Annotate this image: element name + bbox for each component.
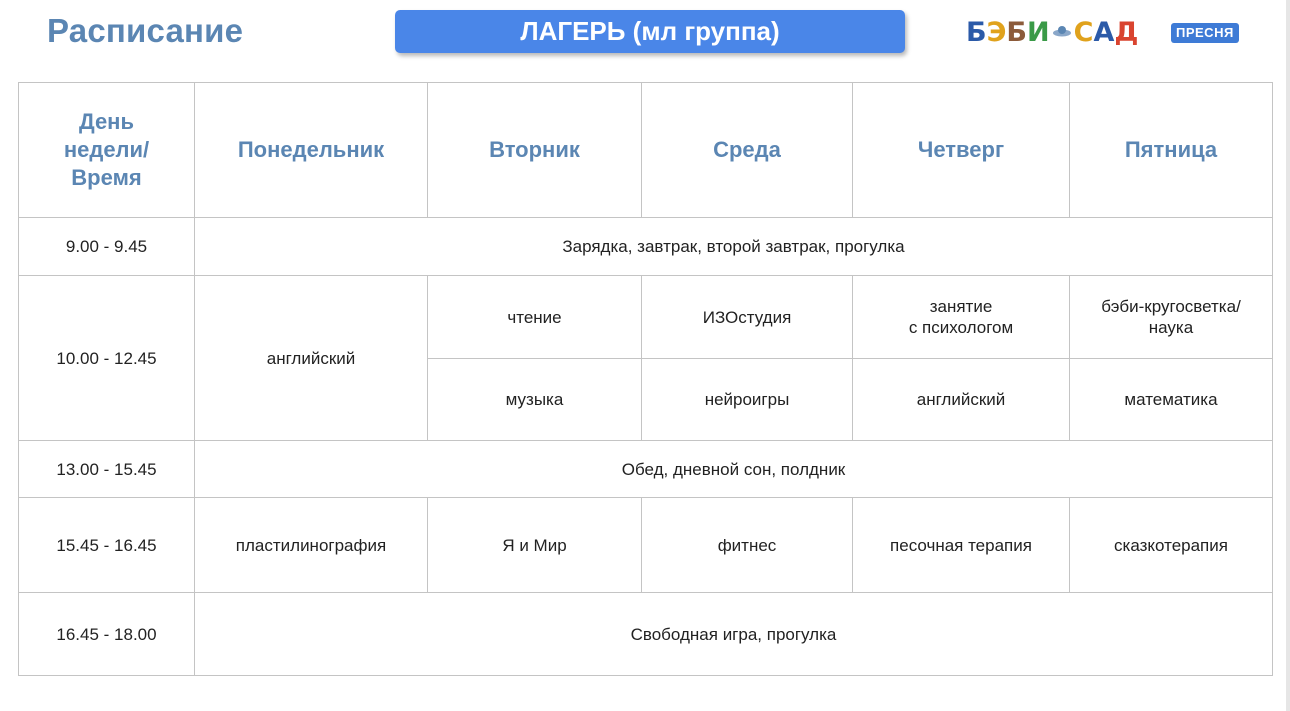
logo: [966, 15, 1251, 51]
activity-cell: нейроигры: [642, 359, 853, 441]
logo-letter: А: [1093, 17, 1115, 48]
activity-cell: английский: [195, 276, 428, 441]
logo-letter: Э: [986, 17, 1007, 48]
table-row: [19, 441, 1273, 498]
header-row: [19, 83, 1273, 218]
activity-cell: ИЗОстудия: [642, 276, 853, 359]
activity-cell: фитнес: [642, 498, 853, 593]
header-cell-time: День недели/ Время: [19, 83, 195, 218]
group-banner: ЛАГЕРЬ (мл группа): [395, 10, 905, 53]
time-cell: 15.45 - 16.45: [19, 498, 195, 593]
ufo-icon: [1052, 21, 1072, 46]
activity-cell: пластилинография: [195, 498, 428, 593]
logo-wordmark: [966, 15, 1138, 51]
logo-letter: Б: [966, 17, 987, 48]
activity-cell: Обед, дневной сон, полдник: [195, 441, 1273, 498]
activity-cell: музыка: [428, 359, 642, 441]
activity-cell: занятие с психологом: [853, 276, 1070, 359]
activity-cell: сказкотерапия: [1070, 498, 1273, 593]
schedule-table: [18, 82, 1273, 676]
time-cell: 10.00 - 12.45: [19, 276, 195, 441]
activity-cell: Зарядка, завтрак, второй завтрак, прогулка: [195, 218, 1273, 276]
table-row: [19, 218, 1273, 276]
header-cell-thursday: Четверг: [853, 83, 1070, 218]
logo-letter: С: [1073, 17, 1094, 48]
activity-cell: песочная терапия: [853, 498, 1070, 593]
header-cell-tuesday: Вторник: [428, 83, 642, 218]
header-cell-friday: Пятница: [1070, 83, 1273, 218]
activity-cell: математика: [1070, 359, 1273, 441]
time-cell: 9.00 - 9.45: [19, 218, 195, 276]
header-cell-wednesday: Среда: [642, 83, 853, 218]
activity-cell: чтение: [428, 276, 642, 359]
right-edge-strip: [1286, 0, 1290, 711]
logo-letter: Б: [1006, 17, 1028, 48]
activity-cell: бэби-кругосветка/ наука: [1070, 276, 1273, 359]
logo-badge: ПРЕСНЯ: [1171, 23, 1239, 43]
time-cell: 16.45 - 18.00: [19, 593, 195, 676]
table-row: [19, 276, 1273, 359]
time-cell: 13.00 - 15.45: [19, 441, 195, 498]
logo-letter: И: [1027, 17, 1050, 48]
page-title: Расписание: [47, 12, 244, 49]
table-row: [19, 593, 1273, 676]
header-cell-monday: Понедельник: [195, 83, 428, 218]
table-row: [19, 498, 1273, 593]
logo-letter: Д: [1114, 17, 1139, 48]
activity-cell: Свободная игра, прогулка: [195, 593, 1273, 676]
activity-cell: Я и Мир: [428, 498, 642, 593]
activity-cell: английский: [853, 359, 1070, 441]
